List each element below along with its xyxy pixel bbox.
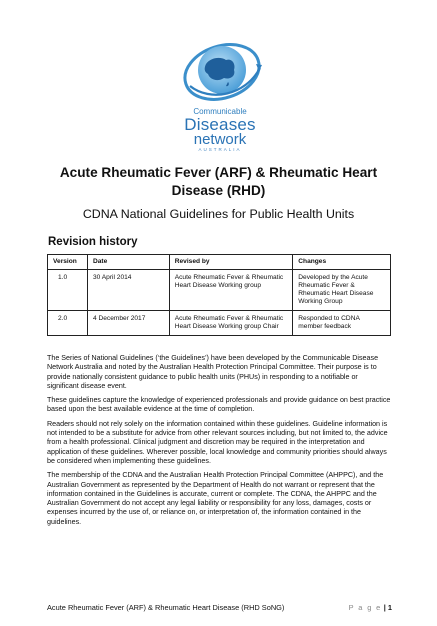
revision-history-heading: Revision history [48,236,138,248]
cell-changes: Responded to CDNA member feedback [293,311,391,336]
table-row [48,270,391,311]
paragraph: The membership of the CDNA and the Australian Health Protection Principal Committee (AHPPC), and the Australian Government as represented by the Department of Health do not warrant or represent that the information contained in the Guidelines is accurate, current or complete. The CDNA, the AHPPC and the Australian Government do not accept any legal liability or responsibility for any loss, damages, costs or expenses incurred by the use of, or reliance on, or interpretation of, the information contained in the guidelines. [47,471,384,526]
header-changes: Changes [293,255,391,270]
cell-revised-by: Acute Rheumatic Fever & Rheumatic Heart Disease Working group [169,270,293,311]
header-revised-by: Revised by [169,255,293,270]
globe-icon [170,34,270,110]
logo-line4: AUSTRALIA [198,147,242,152]
logo-line2: Diseases [184,115,256,134]
header-date: Date [87,255,169,270]
cell-date: 30 April 2014 [87,270,169,311]
logo-wordmark [170,108,270,153]
cell-revised-by: Acute Rheumatic Fever & Rheumatic Heart Disease Working group Chair [169,311,293,336]
logo-line1: Communicable [193,107,247,116]
table-row [48,311,391,336]
cell-version: 2.0 [48,311,88,336]
paragraph: These guidelines capture the knowledge of experienced professionals and provide guidance on best practice based upon the best available evidence at the time of completion. [47,396,391,414]
paragraph: The Series of National Guidelines (‘the Guidelines’) have been developed by the Communicable Disease Network Australia and noted by the Australian Health Protection Principal Committee. Their purpose is to provide nationally consistent guidance to public health units (PHUs) in responding to a notifiable or significant disease event. [47,354,379,390]
page-separator: | [381,603,388,612]
header-version: Version [48,255,88,270]
disclaimer-body [47,354,391,532]
revision-history-table [47,254,391,336]
page-number: 1 [387,603,392,612]
table-header-row [48,255,391,270]
paragraph: Readers should not rely solely on the information contained within these guidelines. Guideline information is not intended to be a substitute for advice from other relevant sources including, but not limited to, the advice from a health professional. Clinical judgment and discretion may be required in the interpretation and application of these guidelines. Wherever possible, local knowledge and community priorities should always be considered when implementing these guidelines. [47,419,388,465]
document-subtitle: CDNA National Guidelines for Public Health Units [82,207,355,221]
footer-title: Acute Rheumatic Fever (ARF) & Rheumatic Heart Disease (RHD SoNG) [47,603,285,612]
page-label: P a g e [348,603,382,612]
logo-line3: network [193,131,247,148]
cell-version: 1.0 [48,270,88,311]
cdna-logo [170,34,270,154]
cell-changes: Developed by the Acute Rheumatic Fever & Rheumatic Heart Disease Working Group [293,270,391,311]
page-number-block [349,603,392,612]
document-title: Acute Rheumatic Fever (ARF) & Rheumatic Heart Disease (RHD) [59,165,378,198]
cell-date: 4 December 2017 [87,311,169,336]
